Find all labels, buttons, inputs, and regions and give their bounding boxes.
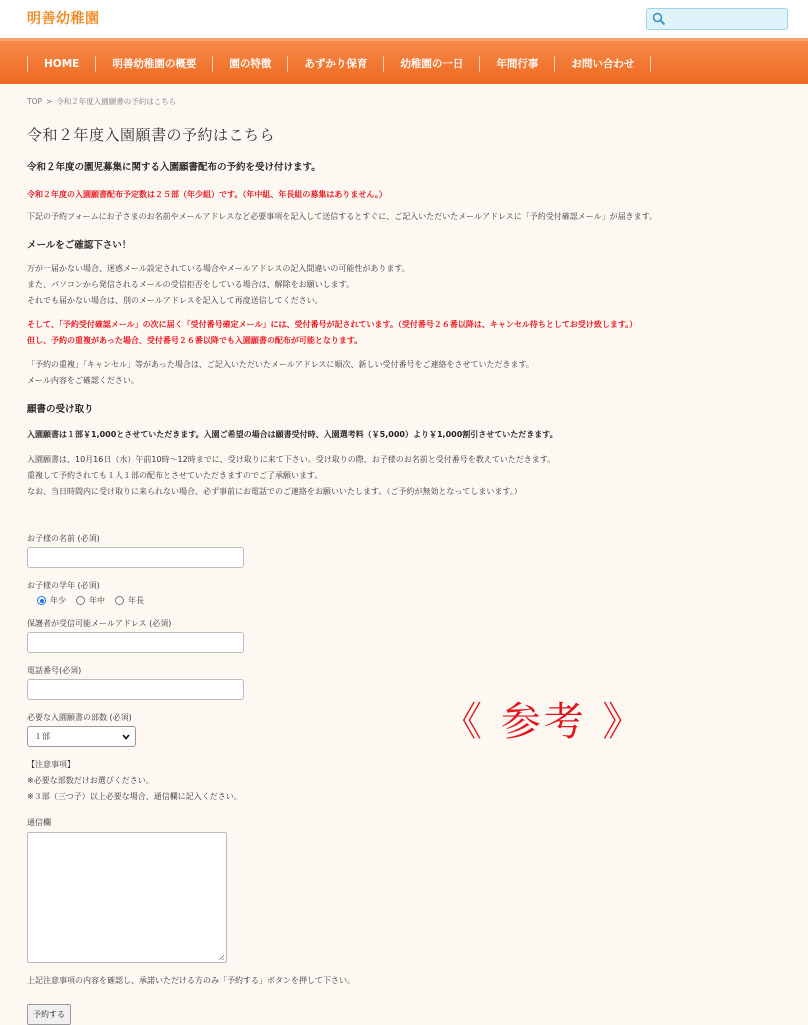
grade-radio-nenchu[interactable] [76,596,85,605]
main-content [27,96,787,1025]
search-icon [652,12,666,26]
grade-option-label: 年中 [89,596,105,605]
cancel-line: メール内容をご確認ください。 [27,376,139,385]
message-label: 通信欄 [27,818,51,827]
nav-item-contact[interactable]: お問い合わせ [571,58,635,70]
search-input[interactable] [646,8,788,30]
resize-handle-icon[interactable] [218,954,224,960]
check-email-line: それでも届かない場合は、別のメールアドレスを記入して再度送信してください。 [27,296,323,305]
nav-list [27,56,651,72]
copies-select[interactable] [27,726,136,747]
notes-heading: 【注意事項】 [27,760,75,769]
copies-label: 必要な入園願書の部数 (必須) [27,713,132,722]
check-email-line: 万が一届かない場合、迷惑メール設定されている場合やメールアドレスの記入間違いの可能性があります。 [27,264,410,273]
child-name-input[interactable] [27,547,244,568]
cancel-line: 「予約の重複」「キャンセル」等があった場合は、ご記入いただいたメールアドレスに順次、新しい受付番号をご連絡をさせていただきます。 [27,360,534,369]
check-email-paragraph [27,261,787,309]
grade-radio-group [37,595,787,606]
notes-block [27,757,787,805]
notes-line: ※必要な部数だけお選びください。 [27,776,154,785]
reference-watermark: 《 参考 》 [442,699,646,745]
email-label: 保護者が受信可能メールアドレス (必須) [27,619,172,628]
email-input[interactable] [27,632,244,653]
receive-line: なお、当日時間内に受け取りに来られない場合、必ず事前にお電話でのご連絡をお願いいたします。（ご予約が無効となってしまいます。） [27,487,522,496]
intro-text: 下記の予約フォームにお子さまのお名前やメールアドレスなど必要事項を記入して送信するとすぐに、ご記入いただいたメールアドレスに「予約受付確認メール」が届きます。 [27,212,657,221]
page-title: 令和２年度入園願書の予約はこちら [27,126,276,144]
breadcrumb-home-link[interactable]: TOP [27,97,43,106]
intro-bold-text: 令和２年度の園児募集に関する入園願書配布の予約を受け付けます。 [27,162,321,173]
check-email-line: また、パソコンから発信されるメールの受信拒否をしている場合は、解除をお願いします。 [27,280,355,289]
grade-option-label: 年少 [50,596,66,605]
cancel-notice [27,357,787,389]
receive-paragraph [27,452,787,500]
breadcrumb [27,96,787,107]
receive-bold-text: 入園願書は１部￥1,000とさせていただきます。入園ご希望の場合は願書受付時、入園選考料（￥5,000）より￥1,000割引させていただきます。 [27,430,558,439]
check-email-heading: メールをご確認下さい！ [27,240,132,251]
main-nav [0,38,808,84]
grade-label: お子様の学年 (必須) [27,581,100,590]
receive-heading: 願書の受け取り [27,404,94,415]
site-logo[interactable]: 明善幼稚園 [27,11,100,27]
breadcrumb-separator: > [46,97,53,106]
intro-red-text: 令和２年度の入園願書配布予定数は２５部（年少組）です。（年中組、年長組の募集はありません。） [27,190,387,199]
child-name-label: お子様の名前 (必須) [27,534,100,543]
confirm-text: 上記注意事項の内容を確認し、承諾いただける方のみ「予約する」ボタンを押して下さい。 [27,976,355,985]
top-bar [0,0,808,38]
receive-line: 入園願書は、10月16日（水）午前10時～12時までに、受け取りに来て下さい。受け取りの際、お子様のお名前と受付番号を教えていただきます。 [27,455,556,464]
nav-item-overview[interactable]: 明善幼稚園の概要 [112,58,197,70]
receive-line: 重複して予約されても１人１部の配布とさせていただきますのでご了承願います。 [27,471,323,480]
submit-button[interactable]: 予約する [27,1004,71,1025]
notes-line: ※３部（三つ子）以上必要な場合、通信欄に記入ください。 [27,792,242,801]
reservation-form [27,533,787,1025]
receipt-number-notice [27,317,787,349]
copies-selected-value: １部 [34,732,50,741]
nav-item-annual-events[interactable]: 年間行事 [496,58,539,70]
receipt-number-line: 但し、予約の重複があった場合、受付番号２６番以降でも入園願書の配布が可能となります。 [27,336,363,345]
nav-item-features[interactable]: 園の特徴 [229,58,272,70]
nav-item-home[interactable]: HOME [44,58,80,70]
nav-separator [650,56,651,72]
phone-input[interactable] [27,679,244,700]
message-textarea[interactable] [27,832,227,963]
chevron-down-icon [122,734,130,740]
nav-item-daycare[interactable]: あずかり保育 [304,58,368,70]
nav-item-daily-schedule[interactable]: 幼稚園の一日 [400,58,464,70]
grade-radio-nencho[interactable] [115,596,124,605]
grade-option-label: 年長 [128,596,144,605]
breadcrumb-current: 令和２年度入園願書の予約はこちら [56,97,177,106]
receipt-number-line: そして、「予約受付確認メール」の次に届く「受付番号確定メール」には、受付番号が記されています。（受付番号２６番以降は、キャンセル待ちとしてお受け致します。） [27,320,638,329]
grade-radio-nensho[interactable] [37,596,46,605]
phone-label: 電話番号(必須) [27,666,82,675]
